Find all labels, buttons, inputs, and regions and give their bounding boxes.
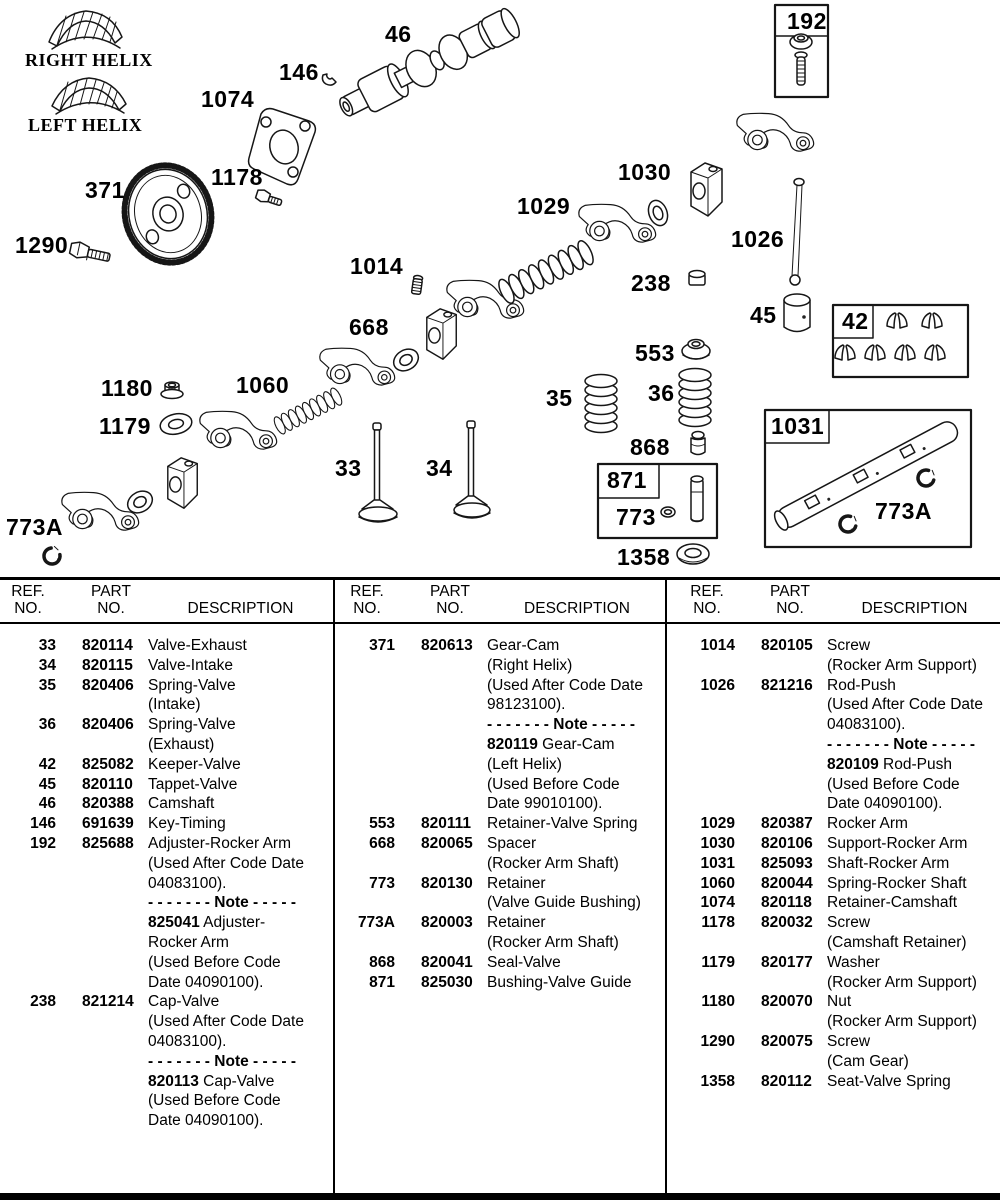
table-row bbox=[0, 715, 333, 755]
parts-diagram-art bbox=[0, 0, 1000, 578]
description-line: (Used Before Code bbox=[148, 953, 281, 971]
part-no-cell: 820388 bbox=[82, 795, 134, 813]
description-line: - - - - - - - Note - - - - - bbox=[827, 735, 976, 753]
part-no-cell: 825093 bbox=[761, 854, 813, 872]
ref-no-cell: 46 bbox=[38, 795, 56, 813]
intake-valve-art bbox=[454, 421, 490, 518]
table-row bbox=[679, 854, 1000, 874]
description-cell bbox=[148, 992, 333, 1131]
rocker-arm-art bbox=[579, 204, 656, 242]
table-row bbox=[0, 834, 333, 992]
description-line: (Rocker Arm Support) bbox=[827, 973, 977, 991]
ref-no-cell: 1026 bbox=[700, 676, 735, 694]
description-cell bbox=[827, 676, 1000, 815]
description-cell bbox=[148, 775, 333, 795]
part-no-cell: 820118 bbox=[761, 894, 812, 912]
description-cell bbox=[827, 913, 1000, 953]
description-cell bbox=[827, 854, 1000, 874]
description-line: (Used After Code Date bbox=[148, 854, 304, 872]
description-cell bbox=[487, 834, 667, 874]
part-no-cell: 820177 bbox=[761, 953, 813, 971]
cam-gear-art bbox=[114, 156, 222, 273]
part-label-36: 36 bbox=[648, 380, 675, 406]
table-header bbox=[339, 583, 667, 617]
keeper-art bbox=[887, 313, 907, 328]
table-row bbox=[679, 913, 1000, 953]
ref-no-cell: 34 bbox=[38, 656, 56, 674]
part-no-cell: 820406 bbox=[82, 716, 134, 734]
ref-no-cell: 1060 bbox=[700, 874, 735, 892]
ref-no-cell: 192 bbox=[30, 834, 56, 852]
camshaft-retainer-screw-art bbox=[255, 188, 283, 207]
description-line: Spring-Rocker Shaft bbox=[827, 874, 967, 892]
description-line: 04083100). bbox=[827, 716, 906, 734]
part-no-header: PART NO. bbox=[91, 583, 131, 617]
description-line: (Used Before Code bbox=[487, 775, 620, 793]
ref-no-cell: 553 bbox=[369, 815, 395, 833]
table-column-3 bbox=[665, 580, 1000, 1196]
description-cell bbox=[487, 874, 667, 914]
table-row bbox=[0, 676, 333, 716]
part-no-cell: 820070 bbox=[761, 993, 813, 1011]
description-line: Retainer-Camshaft bbox=[827, 894, 958, 912]
description-line: Cap-Valve bbox=[148, 993, 220, 1011]
ref-no-cell: 1030 bbox=[700, 834, 735, 852]
part-no-cell: 820105 bbox=[761, 637, 813, 654]
description-line: Retainer-Valve Spring bbox=[487, 815, 638, 833]
description-line: (Intake) bbox=[148, 696, 201, 714]
part-no-cell: 820387 bbox=[761, 815, 813, 833]
part-label-1178: 1178 bbox=[211, 164, 263, 190]
description-line: (Rocker Arm Support) bbox=[827, 1013, 977, 1031]
part-label-34: 34 bbox=[426, 455, 453, 481]
description-line: 820119 Gear-Cam bbox=[487, 735, 615, 753]
description-cell bbox=[827, 992, 1000, 1032]
description-line: 820109 Rod-Push bbox=[827, 755, 952, 773]
part-label-45: 45 bbox=[750, 302, 777, 328]
description-cell bbox=[827, 834, 1000, 854]
parts-diagram bbox=[0, 0, 1000, 578]
description-line: Camshaft bbox=[148, 795, 215, 813]
part-label-1014: 1014 bbox=[350, 253, 404, 279]
intake-valve-spring-art bbox=[585, 375, 617, 433]
description-cell bbox=[487, 636, 667, 814]
description-line: Washer bbox=[827, 953, 880, 971]
description-line: Shaft-Rocker Arm bbox=[827, 854, 950, 872]
ref-no-cell: 1029 bbox=[700, 815, 735, 833]
description-line: Rocker Arm bbox=[148, 933, 229, 951]
description-cell bbox=[148, 676, 333, 716]
description-line: Date 04090100). bbox=[827, 795, 943, 813]
part-label-773A-right: 773A bbox=[875, 498, 932, 524]
part-label-773A-left: 773A bbox=[6, 514, 63, 540]
description-line: (Left Helix) bbox=[487, 755, 562, 773]
part-no-cell: 820406 bbox=[82, 676, 134, 694]
part-no-cell: 820114 bbox=[82, 637, 133, 654]
description-line: Valve-Intake bbox=[148, 656, 234, 674]
table-row bbox=[0, 636, 333, 656]
part-no-cell: 825082 bbox=[82, 755, 134, 773]
part-label-35: 35 bbox=[546, 385, 573, 411]
description-cell bbox=[827, 1032, 1000, 1072]
part-label-146: 146 bbox=[279, 59, 319, 85]
keeper-art bbox=[925, 345, 945, 360]
parts-table bbox=[0, 577, 1000, 1196]
part-label-1358: 1358 bbox=[617, 544, 671, 570]
valve-cap-art bbox=[689, 271, 705, 286]
description-line: - - - - - - - Note - - - - - bbox=[148, 894, 297, 912]
keeper-art bbox=[865, 345, 885, 360]
ref-no-cell: 1074 bbox=[700, 894, 735, 912]
part-label-871: 871 bbox=[607, 467, 647, 493]
spring-retainer-art bbox=[682, 340, 710, 360]
valve-seal-art bbox=[691, 432, 705, 455]
description-line: (Exhaust) bbox=[148, 735, 215, 753]
ref-no-cell: 1290 bbox=[700, 1032, 735, 1050]
ref-no-cell: 871 bbox=[369, 973, 395, 991]
rocker-arm-art bbox=[62, 492, 139, 530]
tappet-art bbox=[784, 294, 810, 332]
part-no-header: PART NO. bbox=[430, 583, 470, 617]
part-label-868: 868 bbox=[630, 434, 670, 460]
table-row bbox=[679, 814, 1000, 834]
keeper-art bbox=[895, 345, 915, 360]
description-cell bbox=[148, 656, 333, 676]
ref-no-cell: 371 bbox=[369, 637, 395, 654]
ref-no-cell: 146 bbox=[30, 815, 56, 833]
description-line: Retainer bbox=[487, 874, 546, 892]
support-nut-art bbox=[161, 382, 183, 399]
description-line: Screw bbox=[827, 637, 871, 654]
description-cell bbox=[827, 1072, 1000, 1092]
part-label-668: 668 bbox=[349, 314, 389, 340]
part-label-42: 42 bbox=[842, 308, 869, 334]
exhaust-valve-spring-art bbox=[679, 369, 711, 427]
description-cell bbox=[148, 755, 333, 775]
table-row bbox=[339, 874, 667, 914]
description-line: Keeper-Valve bbox=[148, 755, 241, 773]
rocker-arm-art bbox=[320, 348, 395, 385]
valve-guide-bushing-art bbox=[691, 476, 703, 522]
table-row bbox=[679, 1072, 1000, 1092]
ref-no-cell: 1014 bbox=[700, 637, 735, 654]
description-line: - - - - - - - Note - - - - - bbox=[148, 1052, 297, 1070]
description-header: DESCRIPTION bbox=[187, 600, 294, 617]
part-label-1060: 1060 bbox=[236, 372, 290, 398]
part-no-cell: 820003 bbox=[421, 914, 473, 932]
part-label-371: 371 bbox=[85, 177, 125, 203]
part-no-cell: 691639 bbox=[82, 815, 134, 833]
keeper-art bbox=[922, 313, 942, 328]
part-label-1074: 1074 bbox=[201, 86, 255, 112]
table-row bbox=[679, 992, 1000, 1032]
rocker-support-art bbox=[691, 163, 722, 216]
description-cell bbox=[827, 874, 1000, 894]
ref-no-cell: 1031 bbox=[700, 854, 735, 872]
part-label-1179: 1179 bbox=[99, 413, 151, 439]
table-row bbox=[339, 973, 667, 993]
description-line: Spring-Valve bbox=[148, 716, 236, 734]
description-header: DESCRIPTION bbox=[524, 600, 630, 617]
description-cell bbox=[487, 814, 667, 834]
table-row bbox=[0, 992, 333, 1131]
camshaft-art bbox=[333, 3, 524, 125]
part-no-cell: 820115 bbox=[82, 656, 133, 674]
part-label-1026: 1026 bbox=[731, 226, 785, 252]
description-line: Gear-Cam bbox=[487, 637, 560, 654]
part-label-33: 33 bbox=[335, 455, 362, 481]
description-cell bbox=[827, 636, 1000, 676]
part-no-cell: 820032 bbox=[761, 914, 813, 932]
description-cell bbox=[148, 636, 333, 656]
ref-no-cell: 773 bbox=[369, 874, 395, 892]
description-line: Nut bbox=[827, 993, 852, 1011]
ref-no-cell: 1178 bbox=[701, 914, 735, 932]
description-line: (Used After Code Date bbox=[148, 1013, 304, 1031]
table-row bbox=[679, 874, 1000, 894]
table-header bbox=[0, 583, 333, 617]
part-no-cell: 820106 bbox=[761, 834, 813, 852]
part-no-header: PART NO. bbox=[770, 583, 810, 617]
shaft-retainer-clip-art bbox=[916, 467, 937, 488]
ref-no-cell: 238 bbox=[30, 993, 56, 1011]
part-no-cell: 820613 bbox=[421, 637, 473, 654]
part-no-cell: 820110 bbox=[82, 775, 133, 793]
part-no-cell: 820075 bbox=[761, 1032, 813, 1050]
table-row bbox=[0, 656, 333, 676]
ref-no-cell: 773A bbox=[357, 914, 395, 932]
part-label-238: 238 bbox=[631, 270, 671, 296]
ref-no-header: REF. NO. bbox=[690, 583, 724, 617]
table-row bbox=[679, 676, 1000, 815]
description-cell bbox=[148, 834, 333, 992]
description-line: Rocker Arm bbox=[827, 815, 908, 833]
description-line: (Used Before Code bbox=[148, 1092, 281, 1110]
description-header: DESCRIPTION bbox=[861, 600, 968, 617]
description-line: (Rocker Arm Shaft) bbox=[487, 933, 619, 951]
description-line: Tappet-Valve bbox=[148, 775, 238, 793]
part-label-1029: 1029 bbox=[517, 193, 571, 219]
description-cell bbox=[148, 715, 333, 755]
table-row bbox=[339, 636, 667, 814]
table-rows bbox=[679, 636, 1000, 1091]
push-rod-art bbox=[790, 179, 804, 286]
description-cell bbox=[148, 814, 333, 834]
part-no-cell: 820111 bbox=[421, 815, 472, 833]
table-row bbox=[339, 834, 667, 874]
ref-no-cell: 33 bbox=[38, 637, 56, 654]
description-line: 04083100). bbox=[148, 874, 227, 892]
description-line: Screw bbox=[827, 1032, 871, 1050]
rocker-support-art bbox=[427, 309, 456, 359]
table-row bbox=[0, 775, 333, 795]
description-line: 98123100). bbox=[487, 696, 566, 714]
description-line: (Rocker Arm Support) bbox=[827, 656, 977, 674]
description-line: - - - - - - - Note - - - - - bbox=[487, 716, 636, 734]
page-bottom-rule bbox=[0, 1193, 1000, 1200]
ref-no-cell: 1180 bbox=[701, 993, 735, 1011]
left-helix-art bbox=[52, 78, 126, 114]
table-row bbox=[679, 1032, 1000, 1072]
part-label-1180: 1180 bbox=[101, 375, 153, 401]
table-rows bbox=[0, 636, 333, 1131]
description-cell bbox=[827, 953, 1000, 993]
part-no-cell: 821214 bbox=[82, 993, 134, 1011]
part-no-cell: 825030 bbox=[421, 973, 473, 991]
shaft-retainer-clip-art bbox=[838, 513, 859, 534]
ref-no-header: REF. NO. bbox=[11, 583, 45, 617]
ref-no-cell: 668 bbox=[369, 834, 395, 852]
description-line: (Used After Code Date bbox=[487, 676, 643, 694]
description-line: Seat-Valve Spring bbox=[827, 1072, 951, 1090]
description-line: Rod-Push bbox=[827, 676, 896, 694]
adjuster-art bbox=[790, 34, 812, 85]
rocker-arm-art bbox=[737, 113, 814, 151]
timing-key-art bbox=[322, 74, 336, 85]
description-line: Spacer bbox=[487, 834, 537, 852]
part-no-cell: 820041 bbox=[421, 953, 473, 971]
description-line: Support-Rocker Arm bbox=[827, 834, 968, 852]
part-label-192: 192 bbox=[787, 8, 827, 34]
part-no-cell: 820130 bbox=[421, 874, 473, 892]
right-helix-art bbox=[49, 11, 122, 49]
table-row bbox=[679, 834, 1000, 854]
part-label-553: 553 bbox=[635, 340, 675, 366]
description-line: (Rocker Arm Shaft) bbox=[487, 854, 619, 872]
part-no-cell: 820112 bbox=[761, 1072, 812, 1090]
description-cell bbox=[827, 814, 1000, 834]
cam-gear-screw-art bbox=[69, 240, 111, 264]
table-row bbox=[0, 794, 333, 814]
description-line: Screw bbox=[827, 914, 871, 932]
part-label-1031: 1031 bbox=[771, 413, 825, 439]
part-no-cell: 821216 bbox=[761, 676, 813, 694]
left-helix-label: LEFT HELIX bbox=[28, 115, 143, 135]
description-line: (Camshaft Retainer) bbox=[827, 933, 967, 951]
part-no-cell: 820065 bbox=[421, 834, 473, 852]
description-line: (Used Before Code bbox=[827, 775, 960, 793]
ref-no-cell: 35 bbox=[38, 676, 56, 694]
spring-seat-art bbox=[677, 544, 709, 564]
description-cell bbox=[827, 893, 1000, 913]
description-line: Seal-Valve bbox=[487, 953, 561, 971]
table-column-1 bbox=[0, 580, 333, 1196]
part-label-1290: 1290 bbox=[15, 232, 69, 258]
rocker-support-art bbox=[168, 458, 197, 508]
description-cell bbox=[148, 794, 333, 814]
rocker-shaft-spring-art bbox=[496, 239, 596, 306]
spacer-art bbox=[390, 345, 423, 375]
description-line: (Cam Gear) bbox=[827, 1052, 909, 1070]
table-row bbox=[339, 814, 667, 834]
description-line: Key-Timing bbox=[148, 815, 226, 833]
part-label-773: 773 bbox=[616, 504, 656, 530]
table-header bbox=[679, 583, 1000, 617]
ref-no-cell: 1179 bbox=[701, 953, 735, 971]
ref-no-cell: 1358 bbox=[700, 1072, 735, 1090]
part-no-cell: 820044 bbox=[761, 874, 813, 892]
description-line: 04083100). bbox=[148, 1032, 227, 1050]
description-line: Bushing-Valve Guide bbox=[487, 973, 632, 991]
keeper-art bbox=[835, 345, 855, 360]
table-row bbox=[679, 893, 1000, 913]
ref-no-cell: 868 bbox=[369, 953, 395, 971]
support-washer-art bbox=[158, 411, 193, 437]
description-line: (Used After Code Date bbox=[827, 696, 983, 714]
description-line: Valve-Exhaust bbox=[148, 637, 247, 654]
support-screw-art bbox=[411, 275, 422, 295]
description-line: Spring-Valve bbox=[148, 676, 236, 694]
part-label-46: 46 bbox=[385, 21, 412, 47]
part-label-1030: 1030 bbox=[618, 159, 672, 185]
part-no-cell: 825688 bbox=[82, 834, 134, 852]
description-line: (Valve Guide Bushing) bbox=[487, 894, 641, 912]
table-rows bbox=[339, 636, 667, 992]
description-line: Date 04090100). bbox=[148, 1112, 264, 1130]
right-helix-label: RIGHT HELIX bbox=[25, 50, 153, 70]
ref-no-cell: 42 bbox=[38, 755, 56, 773]
description-line: Retainer bbox=[487, 914, 546, 932]
ref-no-cell: 36 bbox=[38, 716, 56, 734]
rocker-arm-art bbox=[200, 411, 277, 449]
shaft-retainer-clip-art bbox=[43, 546, 63, 566]
table-row bbox=[679, 953, 1000, 993]
table-row bbox=[0, 755, 333, 775]
retainer-ring-art bbox=[661, 507, 675, 517]
description-line: (Right Helix) bbox=[487, 656, 573, 674]
washer-art bbox=[645, 198, 671, 229]
description-line: Date 04090100). bbox=[148, 973, 264, 991]
description-line: 820113 Cap-Valve bbox=[148, 1072, 275, 1090]
table-column-2 bbox=[333, 580, 667, 1196]
table-row bbox=[679, 636, 1000, 676]
ref-no-header: REF. NO. bbox=[350, 583, 384, 617]
description-cell bbox=[487, 913, 667, 953]
description-cell bbox=[487, 953, 667, 973]
description-line: 825041 Adjuster- bbox=[148, 914, 266, 932]
description-line: Adjuster-Rocker Arm bbox=[148, 834, 291, 852]
table-row bbox=[0, 814, 333, 834]
table-row bbox=[339, 953, 667, 973]
description-line: Date 99010100). bbox=[487, 795, 603, 813]
description-cell bbox=[487, 973, 667, 993]
table-row bbox=[339, 913, 667, 953]
exhaust-valve-art bbox=[359, 423, 397, 522]
ref-no-cell: 45 bbox=[38, 775, 56, 793]
